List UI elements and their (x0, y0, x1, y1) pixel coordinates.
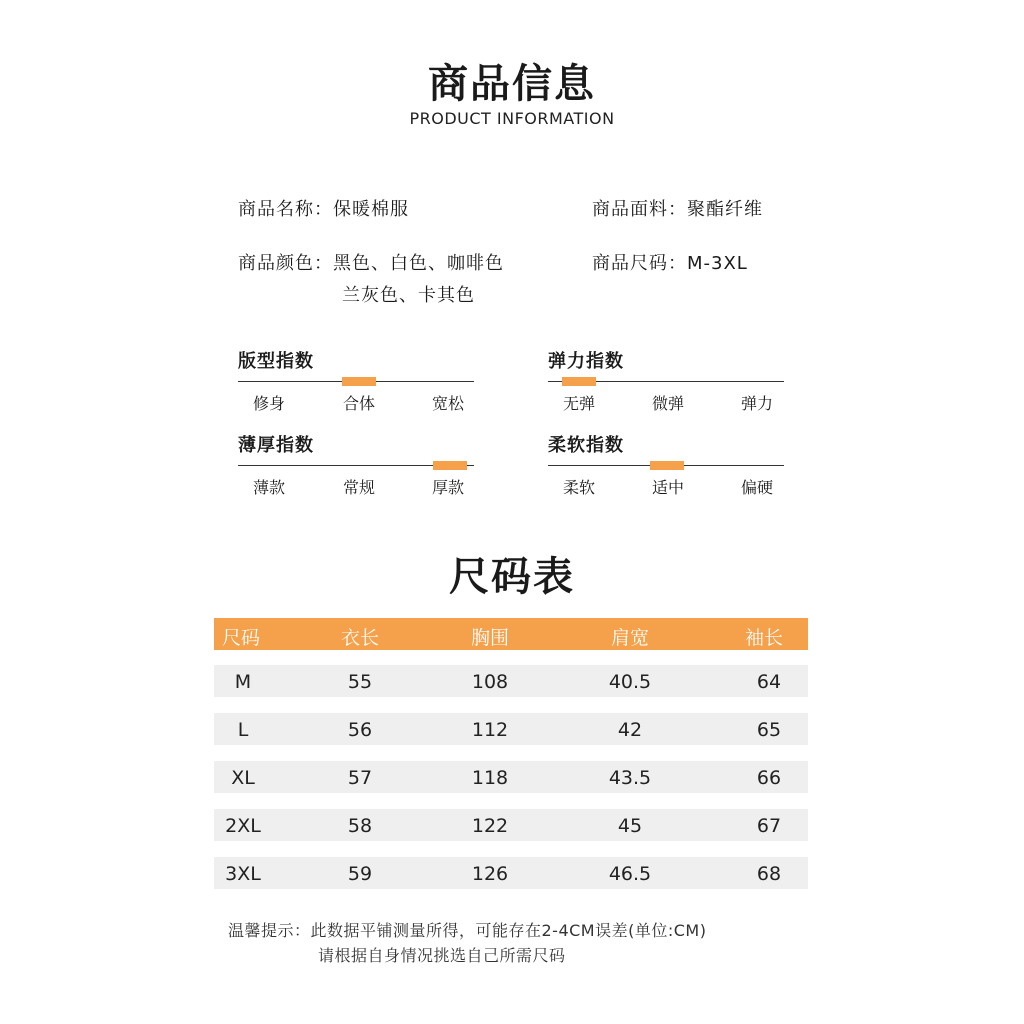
table-cell: 59 (347, 863, 373, 885)
size-chart-title: 尺码表 (449, 554, 575, 600)
table-cell: 58 (347, 815, 373, 837)
product-name (238, 195, 409, 221)
table-cell: 64 (756, 671, 782, 693)
size-table-header-length: 衣长 (340, 627, 379, 649)
table-cell: 55 (347, 671, 373, 693)
table-cell: 108 (471, 671, 509, 693)
index-marker-softness (650, 461, 684, 470)
index-option-elasticity-0: 无弹 (562, 394, 595, 413)
product-color (238, 249, 504, 275)
index-title-fit: 版型指数 (238, 351, 314, 372)
note-line-1: 温馨提示：此数据平铺测量所得，可能存在2-4CM误差(单位:CM) (228, 921, 707, 940)
index-option-fit-2: 宽松 (431, 394, 464, 413)
table-cell: 2XL (225, 815, 261, 837)
table-cell: 42 (617, 719, 643, 741)
table-cell: 66 (756, 767, 782, 789)
size-table-header-size: 尺码 (222, 627, 261, 649)
table-cell: 122 (471, 815, 509, 837)
index-option-thickness-0: 薄款 (252, 478, 285, 497)
table-cell: 43.5 (608, 767, 652, 789)
table-cell: L (237, 719, 249, 741)
index-option-softness-1: 适中 (651, 478, 684, 497)
index-title-thickness: 薄厚指数 (238, 435, 314, 456)
index-option-elasticity-2: 弹力 (740, 394, 773, 413)
index-option-softness-2: 偏硬 (740, 478, 773, 497)
product-color-label: 商品颜色： (238, 253, 333, 274)
index-title-elasticity: 弹力指数 (548, 351, 624, 372)
table-cell: 45 (617, 815, 643, 837)
table-cell: 57 (347, 767, 373, 789)
index-option-fit-1: 合体 (342, 394, 375, 413)
product-size-value: M-3XL (687, 253, 748, 274)
table-cell: 65 (756, 719, 782, 741)
table-cell: 112 (471, 719, 509, 741)
table-cell: 68 (756, 863, 782, 885)
table-cell: 118 (471, 767, 509, 789)
product-fabric (592, 195, 763, 221)
product-fabric-label: 商品面料： (592, 199, 687, 220)
table-cell: 40.5 (608, 671, 652, 693)
index-marker-fit (342, 377, 376, 386)
table-cell: 56 (347, 719, 373, 741)
index-title-softness: 柔软指数 (548, 435, 624, 456)
index-option-thickness-2: 厚款 (431, 478, 464, 497)
size-table-header-shoulder: 肩宽 (610, 627, 649, 649)
size-table-header-chest: 胸围 (470, 627, 509, 649)
table-cell: M (234, 671, 252, 693)
table-cell: 3XL (225, 863, 261, 885)
index-option-softness-0: 柔软 (562, 478, 595, 497)
product-name-label: 商品名称： (238, 199, 333, 220)
table-cell: 126 (471, 863, 509, 885)
table-cell: 67 (756, 815, 782, 837)
product-color-value-line1: 黑色、白色、咖啡色 (333, 253, 504, 274)
index-marker-elasticity (562, 377, 596, 386)
note-line-2: 请根据自身情况挑选自己所需尺码 (318, 946, 566, 965)
product-name-value: 保暖棉服 (333, 199, 409, 220)
product-size (592, 249, 748, 275)
table-cell: 46.5 (608, 863, 652, 885)
index-option-thickness-1: 常规 (342, 478, 375, 497)
index-option-elasticity-1: 微弹 (651, 394, 684, 413)
product-color-value-line2: 兰灰色、卡其色 (342, 285, 475, 306)
table-cell: XL (231, 767, 255, 789)
page-title: 商品信息 (428, 61, 596, 107)
page-subtitle: PRODUCT INFORMATION (409, 109, 615, 128)
index-option-fit-0: 修身 (252, 394, 285, 413)
index-marker-thickness (433, 461, 467, 470)
product-fabric-value: 聚酯纤维 (687, 199, 763, 220)
product-size-label: 商品尺码： (592, 253, 687, 274)
size-table-header-sleeve: 袖长 (745, 627, 784, 649)
